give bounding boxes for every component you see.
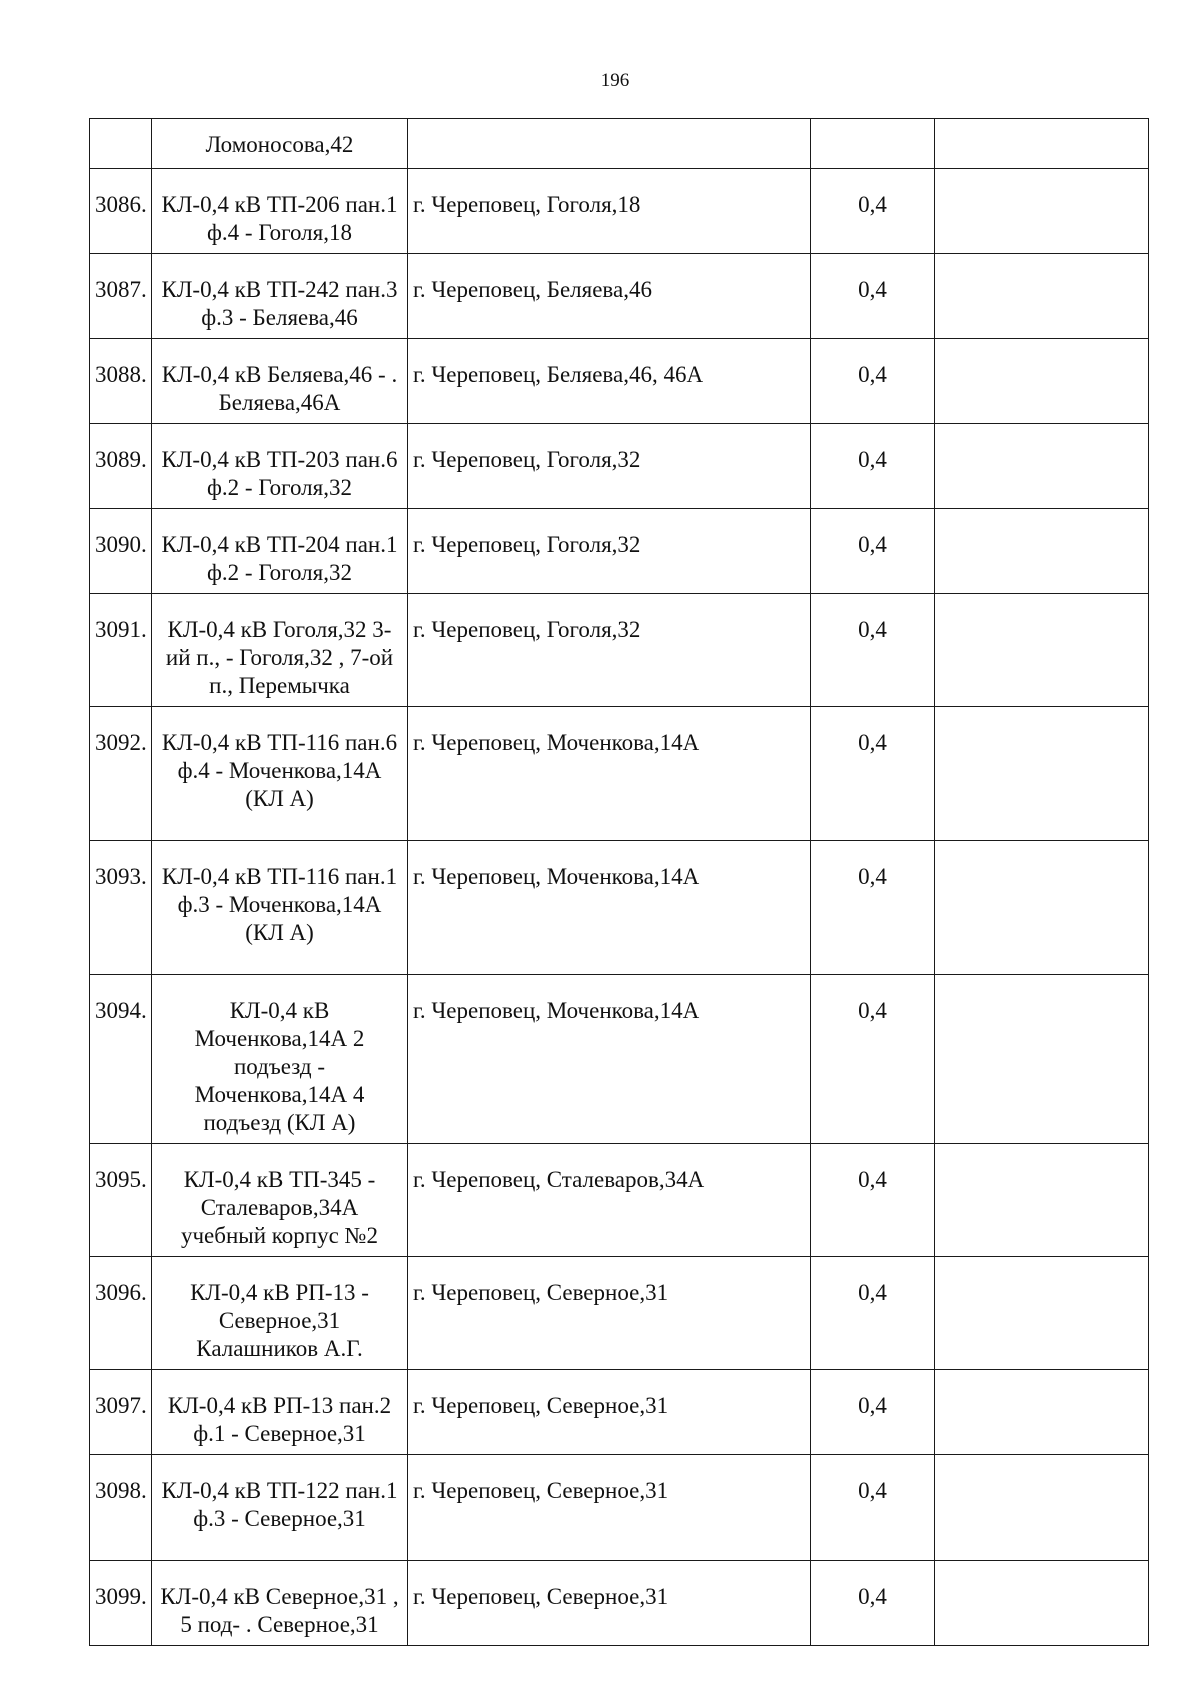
line-note [935,1144,1149,1257]
line-note [935,119,1149,169]
line-voltage: 0,4 [811,1257,935,1370]
line-voltage: 0,4 [811,975,935,1144]
line-name: КЛ-0,4 кВ Беляева,46 - . Беляева,46А [152,339,408,424]
table-row [90,841,1149,975]
line-voltage: 0,4 [811,254,935,339]
line-note [935,1257,1149,1370]
row-number: 3097. [90,1370,152,1455]
row-number: 3088. [90,339,152,424]
table-row [90,339,1149,424]
line-voltage: 0,4 [811,1455,935,1561]
table-row [90,1455,1149,1561]
row-number: 3089. [90,424,152,509]
line-name: КЛ-0,4 кВ РП-13 пан.2 ф.1 - Северное,31 [152,1370,408,1455]
line-name: КЛ-0,4 кВ ТП-204 пан.1 ф.2 - Гоголя,32 [152,509,408,594]
page-number: 196 [600,70,630,91]
line-address: г. Череповец, Гоголя,32 [408,424,811,509]
line-address: г. Череповец, Гоголя,18 [408,169,811,254]
line-address: г. Череповец, Северное,31 [408,1370,811,1455]
line-note [935,339,1149,424]
row-number: 3092. [90,707,152,841]
row-number: 3087. [90,254,152,339]
row-number: 3086. [90,169,152,254]
line-name: КЛ-0,4 кВ ТП-116 пан.6 ф.4 - Моченкова,14А (КЛ А) [152,707,408,841]
line-name: КЛ-0,4 кВ ТП-122 пан.1 ф.3 - Северное,31 [152,1455,408,1561]
table-row [90,119,1149,169]
row-number: 3096. [90,1257,152,1370]
row-number: 3094. [90,975,152,1144]
table-row [90,509,1149,594]
line-address [408,119,811,169]
table-row [90,254,1149,339]
line-address: г. Череповец, Моченкова,14А [408,841,811,975]
row-number: 3090. [90,509,152,594]
line-note [935,424,1149,509]
line-name: КЛ-0,4 кВ ТП-116 пан.1 ф.3 - Моченкова,14А (КЛ А) [152,841,408,975]
line-address: г. Череповец, Моченкова,14А [408,975,811,1144]
line-name: КЛ-0,4 кВ РП-13 - Северное,31 Калашников А.Г. [152,1257,408,1370]
line-note [935,707,1149,841]
line-address: г. Череповец, Северное,31 [408,1561,811,1646]
table-row [90,1561,1149,1646]
line-voltage: 0,4 [811,1561,935,1646]
cable-line-register-table [89,118,1149,1646]
line-name: КЛ-0,4 кВ Северное,31 , 5 под- . Северное,31 [152,1561,408,1646]
line-voltage: 0,4 [811,841,935,975]
table-row [90,424,1149,509]
line-note [935,841,1149,975]
line-address: г. Череповец, Северное,31 [408,1257,811,1370]
table-row [90,1257,1149,1370]
row-number: 3095. [90,1144,152,1257]
line-address: г. Череповец, Беляева,46 [408,254,811,339]
line-note [935,1370,1149,1455]
line-voltage: 0,4 [811,707,935,841]
row-number: 3099. [90,1561,152,1646]
line-address: г. Череповец, Моченкова,14А [408,707,811,841]
line-note [935,975,1149,1144]
line-name: КЛ-0,4 кВ ТП-203 пан.6 ф.2 - Гоголя,32 [152,424,408,509]
line-voltage: 0,4 [811,1370,935,1455]
line-name: КЛ-0,4 кВ Моченкова,14А 2 подъезд - Моченкова,14А 4 подъезд (КЛ А) [152,975,408,1144]
table-row [90,594,1149,707]
line-note [935,254,1149,339]
line-voltage: 0,4 [811,1144,935,1257]
row-number: 3098. [90,1455,152,1561]
line-voltage: 0,4 [811,339,935,424]
line-note [935,1455,1149,1561]
line-name: КЛ-0,4 кВ Гоголя,32 3-ий п., - Гоголя,32 , 7-ой п., Перемычка [152,594,408,707]
line-voltage: 0,4 [811,424,935,509]
line-note [935,169,1149,254]
line-name: Ломоносова,42 [152,119,408,169]
line-address: г. Череповец, Гоголя,32 [408,594,811,707]
line-address: г. Череповец, Сталеваров,34А [408,1144,811,1257]
line-address: г. Череповец, Северное,31 [408,1455,811,1561]
line-voltage: 0,4 [811,509,935,594]
line-voltage: 0,4 [811,169,935,254]
table-row [90,1370,1149,1455]
table-row [90,1144,1149,1257]
line-name: КЛ-0,4 кВ ТП-242 пан.3 ф.3 - Беляева,46 [152,254,408,339]
line-address: г. Череповец, Гоголя,32 [408,509,811,594]
line-voltage: 0,4 [811,594,935,707]
row-number [90,119,152,169]
table-row [90,707,1149,841]
line-address: г. Череповец, Беляева,46, 46А [408,339,811,424]
line-voltage [811,119,935,169]
row-number: 3091. [90,594,152,707]
table-row [90,169,1149,254]
line-name: КЛ-0,4 кВ ТП-345 - Сталеваров,34А учебный корпус №2 [152,1144,408,1257]
table-row [90,975,1149,1144]
line-note [935,509,1149,594]
row-number: 3093. [90,841,152,975]
line-note [935,594,1149,707]
line-name: КЛ-0,4 кВ ТП-206 пан.1 ф.4 - Гоголя,18 [152,169,408,254]
line-note [935,1561,1149,1646]
